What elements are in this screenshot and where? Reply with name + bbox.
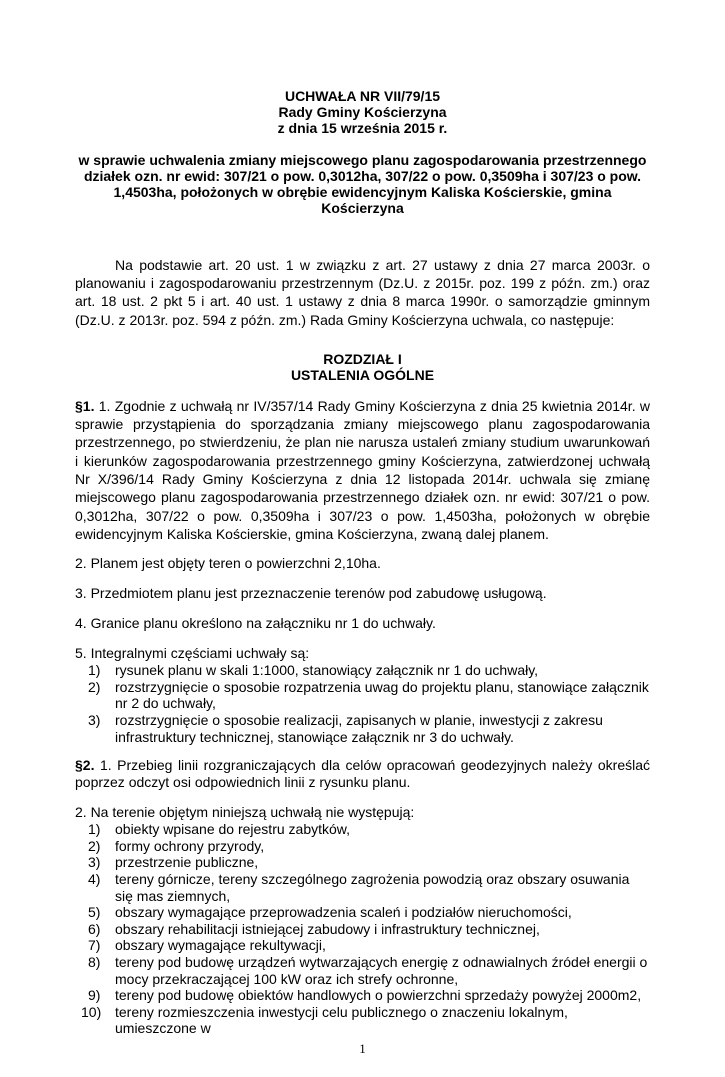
resolution-subject: w sprawie uchwalenia zmiany miejscowego planu zagospodarowania przestrzennego działek ozn. nr ewid: 307/21 o pow. 0,3012ha, 307/22 o pow. 0,3509ha i 307/23 o pow. 1,4503ha, położonych w obrębie ewidencyjnym Kaliska Kościerskie, gmina Kościerzyna: [78, 152, 647, 216]
list-item-text: obiekty wpisane do rejestru zabytków,: [115, 821, 351, 838]
list-item: [75, 662, 650, 679]
list-item: [75, 838, 650, 855]
section-1-paragraph-1: [75, 397, 650, 543]
list-item: [75, 712, 650, 745]
list-item-text: tereny górnicze, tereny szczególnego zagrożenia powodzią oraz obszary osuwania się mas ziemnych,: [115, 870, 630, 904]
list-item-number: 2): [88, 837, 101, 854]
list-item-number: 8): [88, 953, 101, 970]
list-item: [75, 937, 650, 954]
list-item-text: tereny rozmieszczenia inwestycji celu publicznego o znaczeniu lokalnym, umieszczone w: [115, 1003, 568, 1037]
page-number: 1: [359, 1040, 366, 1056]
resolution-date: z dnia 15 września 2015 r.: [277, 120, 448, 136]
resolution-number: UCHWAŁA NR VII/79/15: [284, 88, 441, 104]
list-item: [75, 679, 650, 712]
list-item-text: formy ochrony przyrody,: [115, 837, 265, 854]
list-item: [75, 987, 650, 1004]
list-item-number: 1): [88, 821, 101, 838]
paragraph-text: 1. Zgodnie z uchwałą nr IV/357/14 Rady Gminy Kościerzyna z dnia 25 kwietnia 2014r. w sprawie przystąpienia do sporządzania zmiany miejscowego planu zagospodarowania przestrzennego, po stwierdzeniu, że plan nie narusza ustaleń zmiany studium uwarunkowań i kierunków zagospodarowania przestrzennego gminy Kościerzyna, zatwierdzonej uchwałą Nr X/396/14 Rady Gminy Kościerzyna z dnia 12 listopada 2014r. uchwala się zmianę miejscowego planu zagospodarowania przestrzennego działek ozn. nr ewid: 307/21 o pow. 0,3012ha, 307/22 o pow. 0,3509ha i 307/23 o pow. 1,4503ha, położonych w obrębie ewidencyjnym Kaliska Kościerskie, gmina Kościerzyna, zwaną dalej planem.: [75, 397, 650, 542]
list-item: [75, 871, 650, 904]
list-item-text: tereny pod budowę obiektów handlowych o powierzchni sprzedaży powyżej 2000m2,: [115, 987, 642, 1004]
list-item-text: rozstrzygnięcie o sposobie rozpatrzenia uwag do projektu planu, stanowiące załącznik nr 2 do uchwały,: [115, 678, 649, 712]
section-2-paragraph-1: [75, 757, 650, 791]
section-1-paragraph-2: 2. Planem jest objęty teren o powierzchni 2,10ha.: [75, 555, 381, 572]
list-item: [75, 904, 650, 921]
absent-elements-list: [75, 821, 650, 1037]
list-item-number: 3): [88, 854, 101, 871]
chapter-heading: [75, 351, 650, 383]
paragraph-text: 1. Przebieg linii rozgraniczających dla celów opracowań geodezyjnych należy określać poprzez odczyt osi odpowiednich linii z rysunku planu.: [75, 757, 650, 791]
list-item-number: 4): [88, 870, 101, 887]
list-item-text: obszary rehabilitacji istniejącej zabudowy i infrastruktury technicznej,: [115, 920, 540, 937]
attachments-list: [75, 662, 650, 745]
list-item-number: 2): [88, 678, 101, 695]
list-item: [75, 821, 650, 838]
list-item-text: rozstrzygnięcie o sposobie realizacji, zapisanych w planie, inwestycji z zakresu infrastruktury technicznej, stanowiące załącznik nr 3 do uchwały.: [115, 711, 603, 745]
legal-basis-paragraph: Na podstawie art. 20 ust. 1 w związku z art. 27 ustawy z dnia 27 marca 2003r. o planowaniu i zagospodarowaniu przestrzennym (Dz.U. z 2015r. poz. 199 z późn. zm.) oraz art. 18 ust. 2 pkt 5 i art. 40 ust. 1 ustawy z dnia 8 marca 1990r. o samorządzie gminnym (Dz.U. z 2013r. poz. 594 z późn. zm.) Rada Gminy Kościerzyna uchwala, co następuje:: [75, 257, 650, 328]
list-item: [75, 954, 650, 987]
section-mark: §1.: [75, 397, 95, 414]
chapter-name: USTALENIA OGÓLNE: [290, 366, 435, 383]
section-1-paragraph-4: 4. Granice planu określono na załączniku nr 1 do uchwały.: [75, 615, 436, 632]
section-1-paragraph-5: 5. Integralnymi częściami uchwały są:: [75, 645, 310, 662]
chapter-number: ROZDZIAŁ I: [323, 350, 402, 367]
list-item-number: 10): [81, 1003, 102, 1020]
list-item-text: tereny pod budowę urządzeń wytwarzających energię z odnawialnych źródeł energii o mocy przekraczającej 100 kW oraz ich strefy ochronne,: [115, 953, 648, 987]
list-item: [75, 1004, 650, 1037]
document-page: [75, 0, 650, 1077]
list-item-number: 9): [88, 987, 101, 1004]
section-mark: §2.: [75, 757, 95, 774]
list-item-text: przestrzenie publiczne,: [115, 854, 259, 871]
list-item: [75, 854, 650, 871]
list-item-number: 7): [88, 937, 101, 954]
resolution-title: [75, 88, 650, 136]
list-item-text: obszary wymagające przeprowadzenia scaleń i podziałów nieruchomości,: [115, 904, 572, 921]
list-item-number: 1): [88, 662, 101, 679]
list-item-text: rysunek planu w skali 1:1000, stanowiący załącznik nr 1 do uchwały,: [115, 662, 539, 679]
list-item-number: 3): [88, 711, 101, 728]
section-1-paragraph-3: 3. Przedmiotem planu jest przeznaczenie terenów pod zabudowę usługową.: [75, 585, 547, 602]
list-item-number: 6): [88, 920, 101, 937]
list-item: [75, 921, 650, 938]
section-2-paragraph-2: 2. Na terenie objętym niniejszą uchwałą nie występują:: [75, 804, 415, 821]
list-item-text: obszary wymagające rekultywacji,: [115, 937, 326, 954]
list-item-number: 5): [88, 904, 101, 921]
issuing-body: Rady Gminy Kościerzyna: [278, 104, 447, 120]
